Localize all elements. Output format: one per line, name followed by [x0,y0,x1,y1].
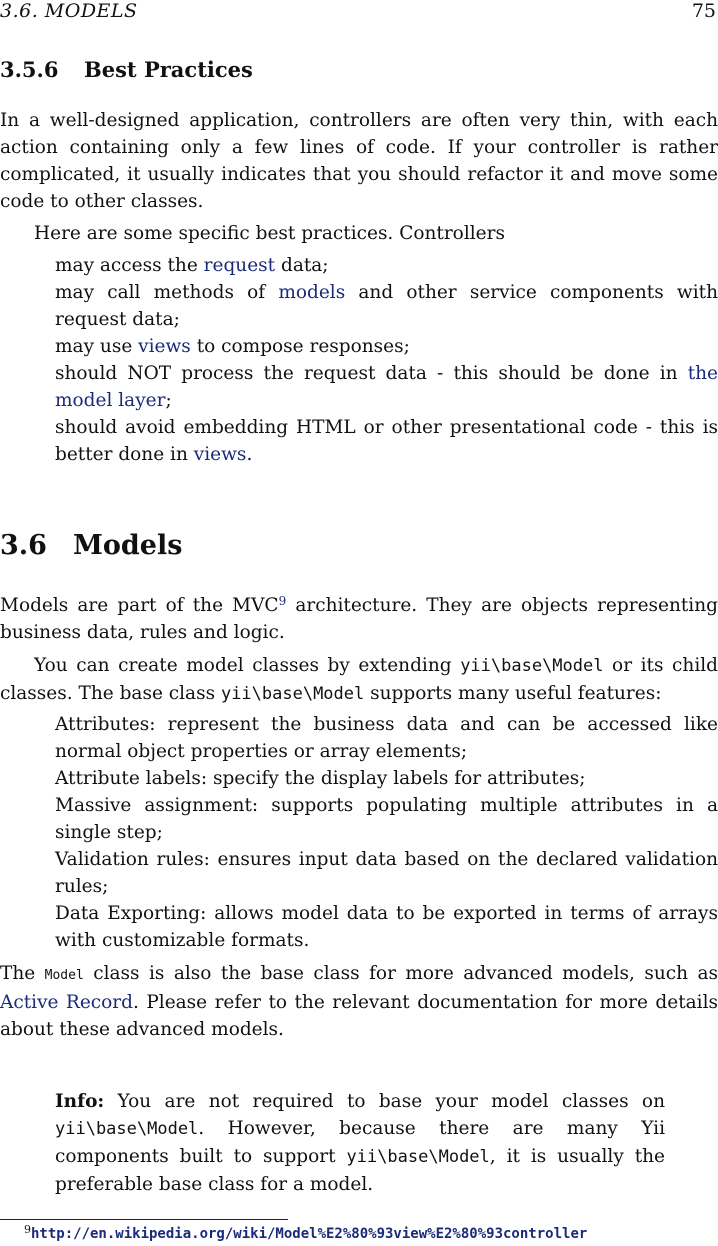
list-item: Validation rules: ensures input data based on the declared validation rules; [55,849,718,897]
running-header-chapter: 3.6. MODELS [0,0,138,22]
subsection-title: Best Practices [84,57,253,82]
model-layer-link[interactable]: the model layer [55,363,718,411]
views-link[interactable]: views [138,336,191,357]
request-link[interactable]: request [203,255,276,276]
active-record-link[interactable]: Active Record [0,992,133,1013]
list-item: may call methods of models and other service components with request data; [55,282,718,330]
list-item: Massive assignment: supports populating multiple attributes in a single step; [55,795,718,843]
code-yii-base-model: yii\base\Model [220,684,365,704]
footnote-url-link[interactable]: http://en.wikipedia.org/wiki/Model%E2%80%93view%E2%80%93controller [31,1226,588,1242]
list-item: Data Exporting: allows model data to be exported in terms of arrays with customizable formats. [55,903,718,951]
code-model: Model [44,968,84,983]
info-label: Info: [55,1091,105,1112]
list-item: should avoid embedding HTML or other presentational code - this is better done in views. [55,417,718,465]
advanced-models-paragraph: The Model class is also the base class for more advanced models, such as Active Record. Please refer to the relevant documentation for more details about these advanced models. [0,963,718,1040]
list-item: Attributes: represent the business data and can be accessed like normal object properties or array elements; [55,714,718,762]
subsection-heading [0,57,253,82]
list-item: Attribute labels: specify the display labels for attributes; [55,768,586,789]
footnote-reference[interactable]: 9 [278,594,287,608]
list-item: may use views to compose responses; [55,336,410,357]
models-link[interactable]: models [278,282,346,303]
model-features-list [55,711,718,954]
page-number: 75 [691,0,716,22]
subsection-number: 3.5.6 [0,57,59,82]
views-link[interactable]: views [193,444,247,465]
footnote [24,1223,588,1242]
code-yii-base-model: yii\base\Model [460,656,604,676]
code-yii-base-model: yii\base\Model [55,1119,199,1139]
best-practices-lead: Here are some specific best practices. Controllers [34,223,505,244]
section-number: 3.6 [0,530,47,561]
models-intro-paragraph: Models are part of the MVC$^9$ architecture. They are objects representing business data, rules and logic. [0,594,718,643]
section-title: Models [73,530,183,561]
best-practices-list [55,252,718,468]
list-item: should NOT process the request data - this should be done in the model layer; [55,363,718,411]
list-item: may access the request data; [55,255,329,276]
info-box: Info: You are not required to base your model classes on yii\base\Model. However, because there are many Yii components built to support yii\base\Model, it is usually the preferable base class for a model. [55,1091,665,1195]
best-practices-intro: In a well-designed application, controllers are often very thin, with each action containing only a few lines of code. If your controller is rather complicated, it usually indicates that you should refactor it and move some code to other classes. [0,110,718,212]
footnote-divider [0,1219,288,1220]
code-yii-base-model: yii\base\Model [346,1147,490,1167]
models-base-class-paragraph: You can create model classes by extending yii\base\Model or its child classes. The base class yii\base\Model supports many useful features: [0,655,718,704]
section-heading [0,530,182,561]
footnote-mark: 9 [24,1223,31,1236]
